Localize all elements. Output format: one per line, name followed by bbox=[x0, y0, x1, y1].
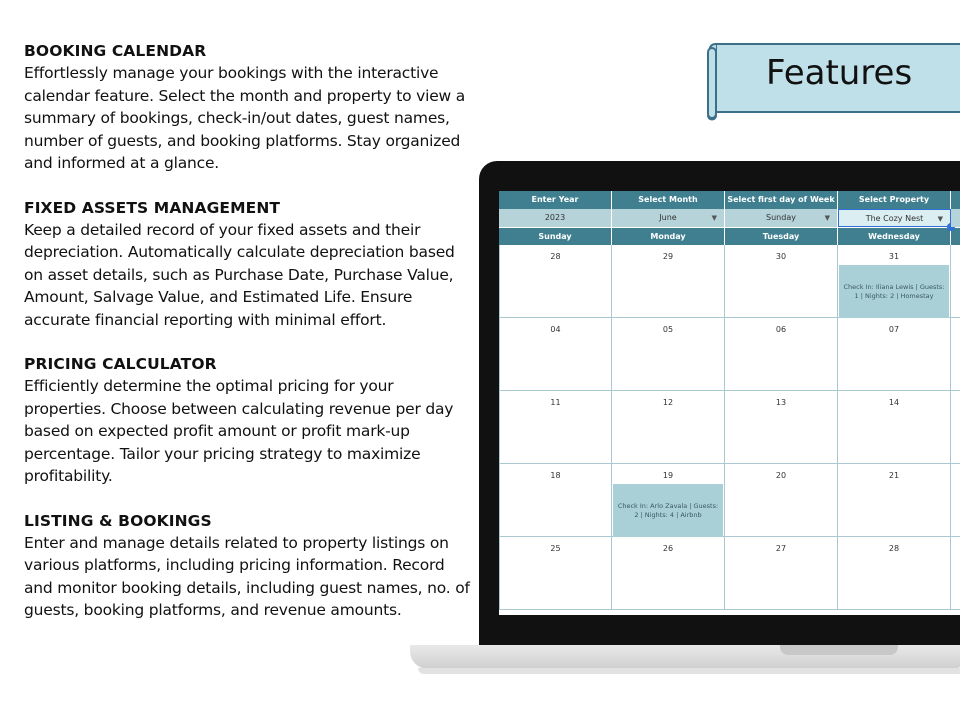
day-number: 20 bbox=[775, 471, 787, 480]
calendar-day-cell[interactable] bbox=[951, 245, 960, 318]
extra-header bbox=[951, 191, 960, 209]
calendar-day-cell[interactable] bbox=[951, 464, 960, 537]
day-number: 18 bbox=[550, 471, 561, 480]
day-number: 29 bbox=[662, 252, 674, 261]
day-number: 19 bbox=[662, 471, 674, 480]
calendar-week-row bbox=[499, 318, 960, 391]
day-number: 04 bbox=[550, 325, 561, 334]
selector-header-row bbox=[499, 191, 960, 209]
day-number: 31 bbox=[888, 252, 900, 261]
calendar-day-cell[interactable] bbox=[951, 391, 960, 464]
extra-select[interactable] bbox=[951, 209, 960, 227]
day-number: 06 bbox=[775, 325, 787, 334]
day-number: 25 bbox=[550, 544, 561, 553]
calendar-day-cell[interactable] bbox=[612, 318, 725, 391]
feature-heading: PRICING CALCULATOR bbox=[24, 355, 217, 373]
first-day-select[interactable] bbox=[725, 209, 838, 227]
calendar-day-cell[interactable] bbox=[612, 537, 725, 610]
calendar-day-cell[interactable] bbox=[499, 391, 612, 464]
feature-heading: LISTING & BOOKINGS bbox=[24, 511, 212, 530]
calendar-day-cell[interactable] bbox=[838, 537, 951, 610]
dropdown-arrow-icon: ▼ bbox=[711, 214, 717, 222]
calendar-week-row bbox=[499, 464, 960, 537]
day-number: 27 bbox=[775, 544, 787, 553]
calendar-weeks bbox=[499, 245, 960, 610]
feature-fixed-assets bbox=[24, 197, 476, 332]
weekday-header: Tuesday bbox=[725, 227, 838, 245]
feature-body: Efficiently determine the optimal pricing for your properties. Choose between calculating revenue per day based on expected profit amount or profit mark-up percentage. Tailor your pricing strategy to maximize profitability. bbox=[24, 377, 454, 485]
year-value: 2023 bbox=[544, 213, 566, 222]
calendar-day-cell[interactable] bbox=[838, 464, 951, 537]
day-number: 07 bbox=[888, 325, 900, 334]
feature-listing-bookings bbox=[24, 510, 476, 622]
weekday-header: Sunday bbox=[499, 227, 612, 245]
weekday-header: Monday bbox=[612, 227, 725, 245]
booking-calendar bbox=[499, 191, 960, 615]
day-number: 21 bbox=[888, 471, 900, 480]
calendar-day-cell[interactable] bbox=[725, 391, 838, 464]
weekday-row bbox=[499, 227, 960, 245]
day-number: 26 bbox=[662, 544, 674, 553]
day-number: 28 bbox=[888, 544, 900, 553]
first-day-header: Select first day of Week bbox=[725, 191, 838, 209]
calendar-day-cell[interactable] bbox=[612, 245, 725, 318]
day-number: 11 bbox=[550, 398, 561, 407]
property-select[interactable] bbox=[838, 209, 951, 227]
booking-entry[interactable]: Check In: Arlo Zavala | Guests: 2 | Nights: 4 | Airbnb bbox=[613, 484, 723, 537]
laptop-shadow bbox=[418, 668, 960, 674]
weekday-header: Wednesday bbox=[838, 227, 951, 245]
calendar-day-cell[interactable] bbox=[499, 245, 612, 318]
first-day-value: Sunday bbox=[766, 213, 796, 222]
calendar-grid bbox=[499, 191, 960, 610]
calendar-day-cell[interactable] bbox=[725, 245, 838, 318]
month-header: Select Month bbox=[612, 191, 725, 209]
day-number: 13 bbox=[775, 398, 787, 407]
dropdown-arrow-icon: ▼ bbox=[824, 214, 830, 222]
features-text bbox=[24, 40, 476, 644]
calendar-day-cell[interactable] bbox=[725, 318, 838, 391]
feature-body: Enter and manage details related to property listings on various platforms, including pricing information. Record and monitor booking details, including guest names, no. of guests, booking platforms, and revenue amounts. bbox=[24, 533, 470, 619]
booking-entry[interactable]: Check In: Iliana Lewis | Guests: 1 | Nights: 2 | Homestay bbox=[839, 265, 949, 318]
day-number: 28 bbox=[550, 252, 561, 261]
laptop-notch bbox=[780, 645, 898, 655]
property-header: Select Property bbox=[838, 191, 951, 209]
year-header: Enter Year bbox=[499, 191, 612, 209]
calendar-day-cell[interactable] bbox=[951, 318, 960, 391]
month-select[interactable] bbox=[612, 209, 725, 227]
calendar-day-cell[interactable] bbox=[612, 391, 725, 464]
banner-title: Features bbox=[766, 53, 913, 93]
property-value: The Cozy Nest bbox=[865, 214, 924, 223]
month-value: June bbox=[659, 213, 677, 222]
feature-body: Effortlessly manage your bookings with the interactive calendar feature. Select the month and property to view a summary of bookings, check-in/out dates, guest names, number of guests, and booking platforms. Stay organized and informed at a glance. bbox=[24, 64, 466, 172]
calendar-day-cell[interactable] bbox=[838, 318, 951, 391]
feature-heading: BOOKING CALENDAR bbox=[24, 42, 207, 60]
calendar-day-cell[interactable] bbox=[499, 318, 612, 391]
calendar-day-cell[interactable] bbox=[612, 464, 725, 537]
dropdown-arrow-icon: ▼ bbox=[937, 215, 943, 223]
day-number: 14 bbox=[888, 398, 900, 407]
feature-pricing-calculator bbox=[24, 353, 476, 488]
calendar-day-cell[interactable] bbox=[499, 464, 612, 537]
features-banner bbox=[706, 41, 960, 121]
feature-body: Keep a detailed record of your fixed assets and their depreciation. Automatically calculate depreciation based on asset details, such as Purchase Date, Purchase Value, Amount, Salvage Value, and Estimated Life. Ensure accurate financial reporting with minimal effort. bbox=[24, 220, 455, 329]
day-number: 30 bbox=[775, 252, 787, 261]
day-number: 12 bbox=[662, 398, 674, 407]
calendar-day-cell[interactable] bbox=[838, 245, 951, 318]
day-number: 05 bbox=[662, 325, 674, 334]
feature-booking-calendar bbox=[24, 40, 476, 175]
calendar-day-cell[interactable] bbox=[725, 537, 838, 610]
calendar-week-row bbox=[499, 537, 960, 610]
calendar-day-cell[interactable] bbox=[951, 537, 960, 610]
year-input[interactable] bbox=[499, 209, 612, 227]
calendar-week-row bbox=[499, 245, 960, 318]
feature-heading: FIXED ASSETS MANAGEMENT bbox=[24, 198, 281, 217]
selector-value-row bbox=[499, 209, 960, 227]
calendar-day-cell[interactable] bbox=[725, 464, 838, 537]
calendar-day-cell[interactable] bbox=[838, 391, 951, 464]
calendar-day-cell[interactable] bbox=[499, 537, 612, 610]
calendar-week-row bbox=[499, 391, 960, 464]
